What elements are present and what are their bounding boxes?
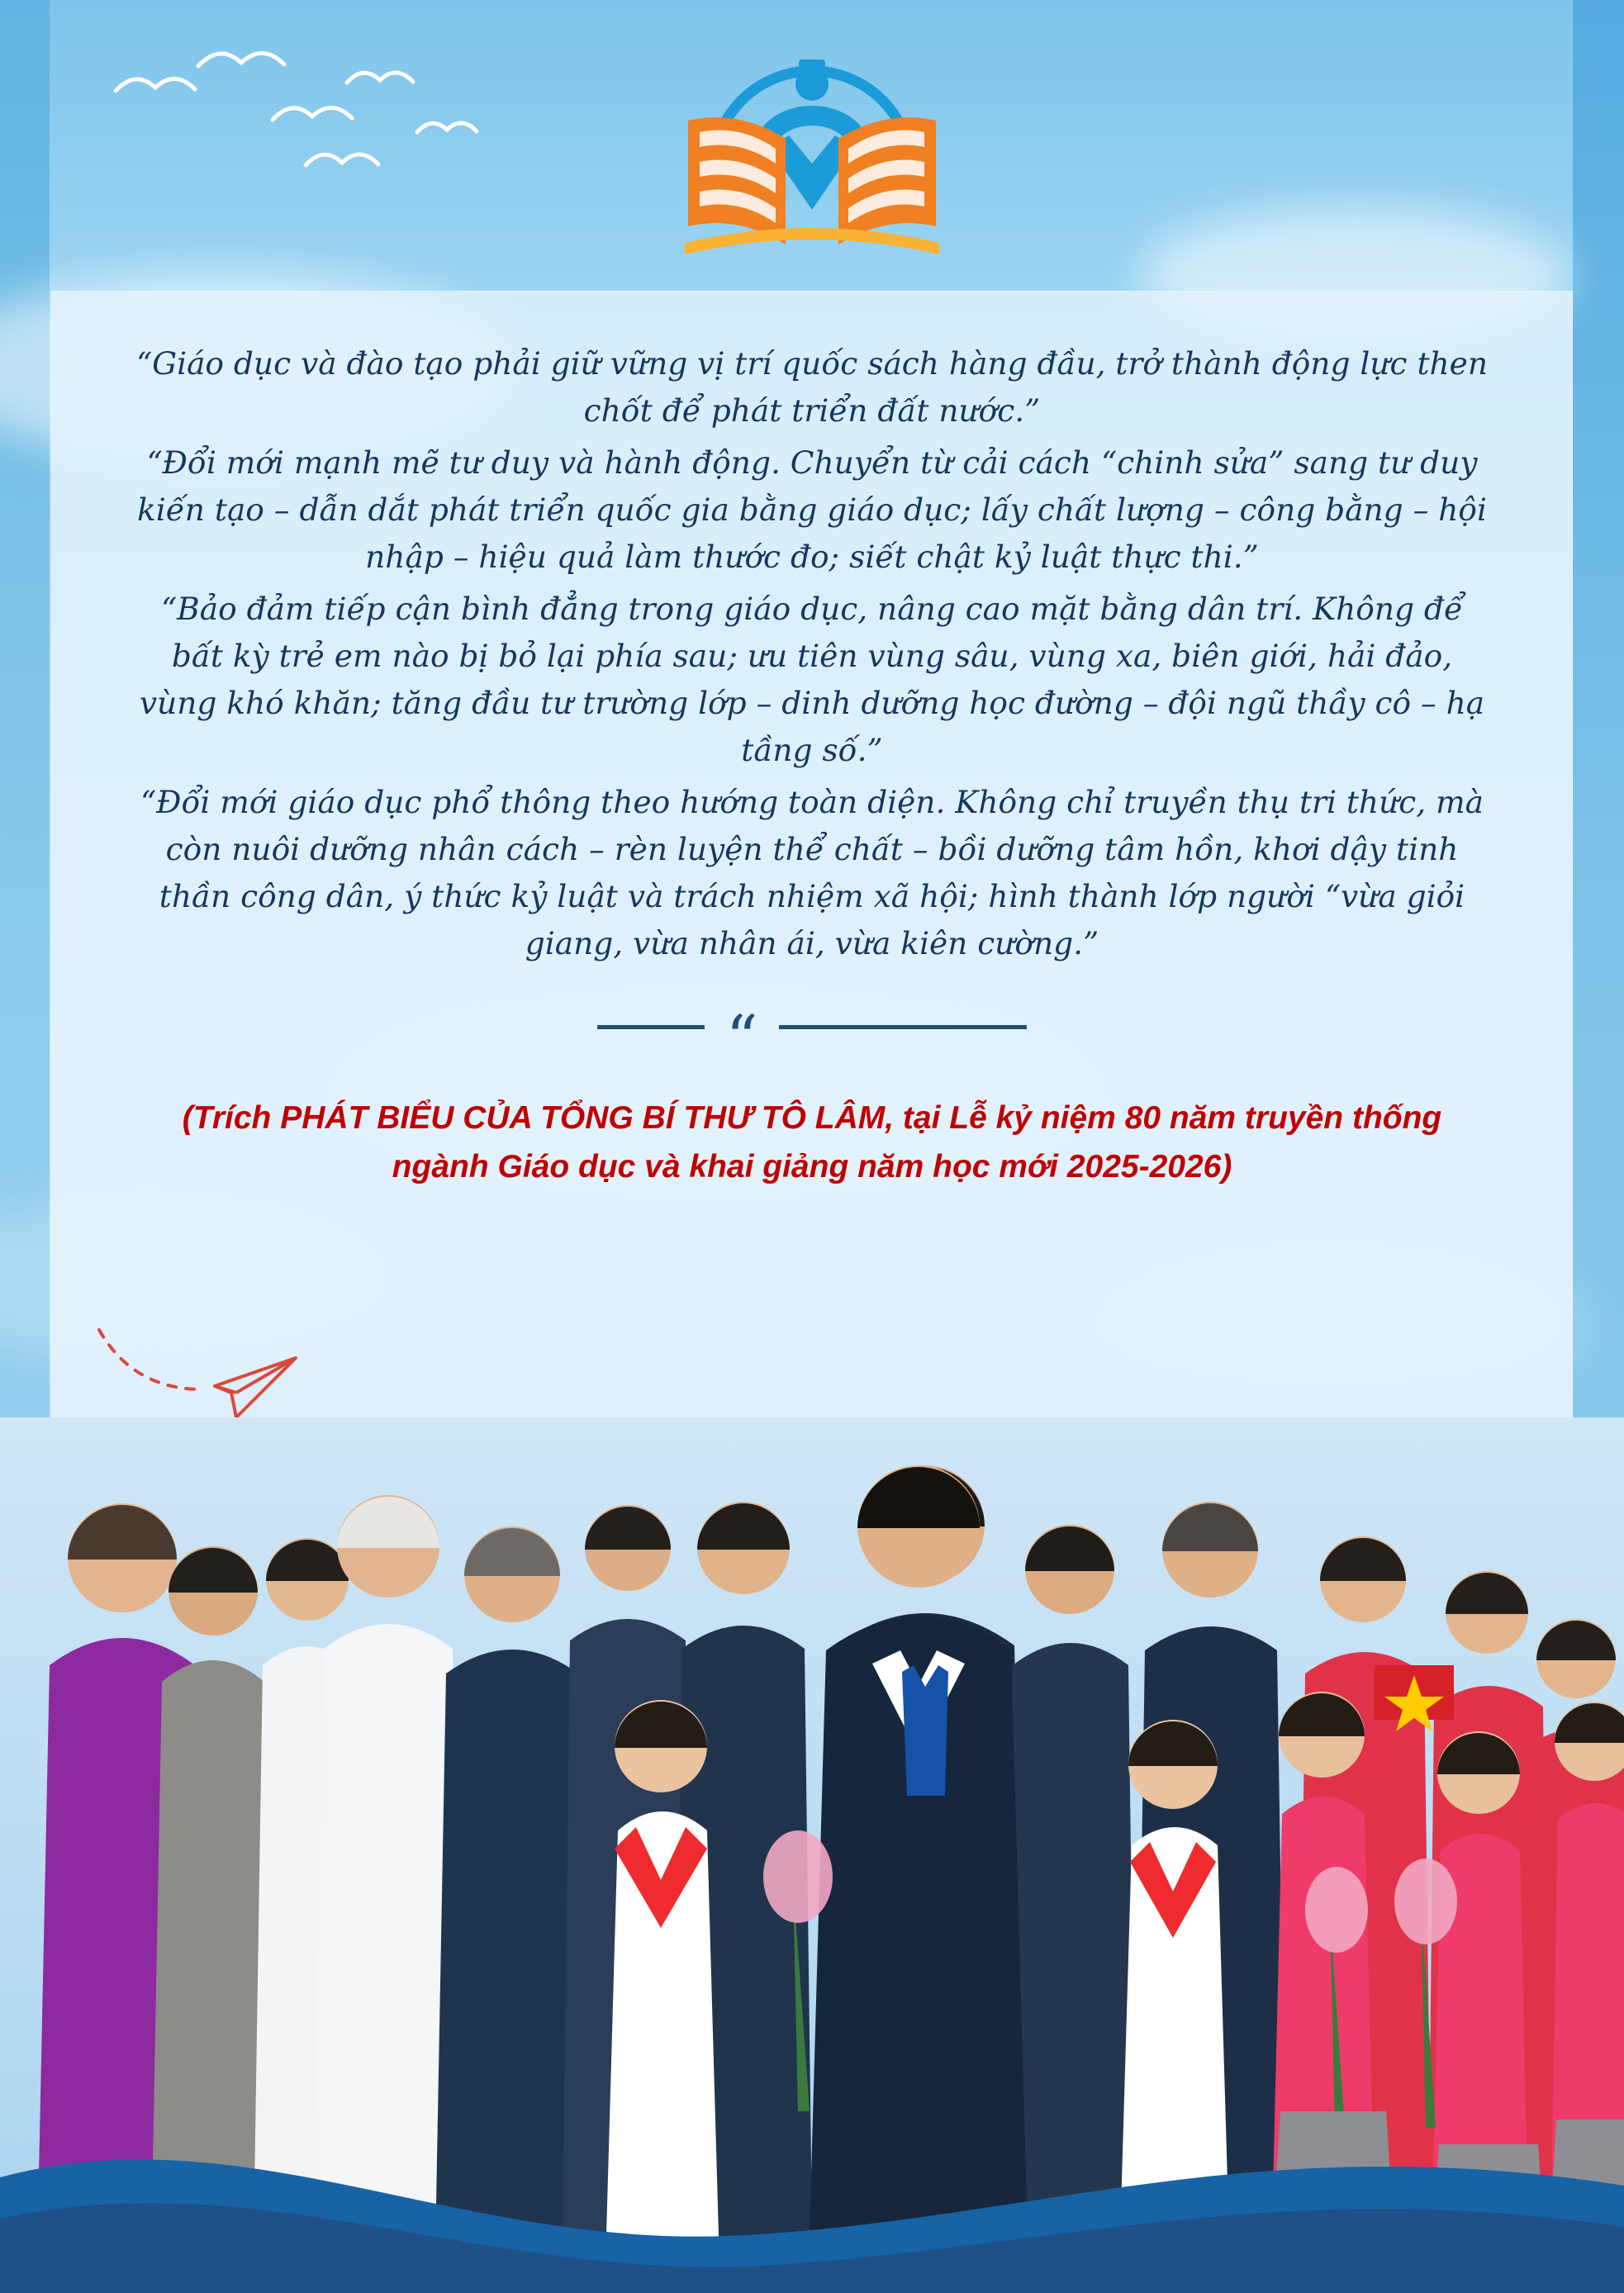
education-emblem-icon xyxy=(663,30,961,294)
bottom-wave-decoration xyxy=(0,2078,1624,2293)
quote-mark-icon: “ xyxy=(725,1000,758,1075)
divider-line-right xyxy=(779,1025,1027,1029)
quote-paragraph-2: “Đổi mới mạnh mẽ tư duy và hành động. Chuyển từ cải cách “chinh sửa” sang tư duy kiến tạo – dẫn dắt phát triển quốc gia bằng giáo dục; lấy chất lượng – công bằng – hội nhập – hiệu quả làm thước đo; siết chật kỷ luật thực thi.” xyxy=(137,444,1487,575)
quote-divider xyxy=(490,1000,1134,1075)
quote-panel xyxy=(51,291,1573,1424)
paper-plane-icon xyxy=(91,1305,322,1421)
logo xyxy=(663,30,961,294)
attribution-line-1: (Trích PHÁT BIỂU CỦA TỔNG BÍ THƯ TÔ LÂM, tại Lễ kỷ niệm 80 năm truyền thống xyxy=(182,1100,1442,1136)
quote-paragraph-1: “Giáo dục và đào tạo phải giữ vững vị trí quốc sách hàng đầu, trở thành động lực then chốt để phát triển đất nước.” xyxy=(135,345,1489,429)
divider-line-left xyxy=(597,1025,705,1029)
quote-paragraph-3: “Bảo đảm tiếp cận bình đẳng trong giáo dục, nâng cao mặt bằng dân trí. Không để bất kỳ trẻ em nào bị bỏ lại phía sau; ưu tiên vùng sâu, vùng xa, biên giới, hải đảo, vùng khó khăn; tăng đầu tư trường lớp – dinh dưỡng học đường – đội ngũ thầy cô – hạ tầng số.” xyxy=(139,591,1485,768)
attribution xyxy=(168,1094,1456,1191)
birds-icon xyxy=(99,33,545,198)
attribution-line-2: ngành Giáo dục và khai giảng năm học mới 2025-2026) xyxy=(392,1148,1232,1184)
quote-paragraph-4: “Đổi mới giáo dục phổ thông theo hướng toàn diện. Không chỉ truyền thụ tri thức, mà còn nuôi dưỡng nhân cách – rèn luyện thể chất – bồi dưỡng tâm hồn, khơi dậy tinh thần công dân, ý thức kỷ luật và trách nhiệm xã hội; hình thành lớp người “vừa giỏi giang, vừa nhân ái, vừa kiên cường.” xyxy=(140,784,1484,961)
group-photo xyxy=(0,1417,1624,2293)
quote-text xyxy=(51,291,1573,967)
